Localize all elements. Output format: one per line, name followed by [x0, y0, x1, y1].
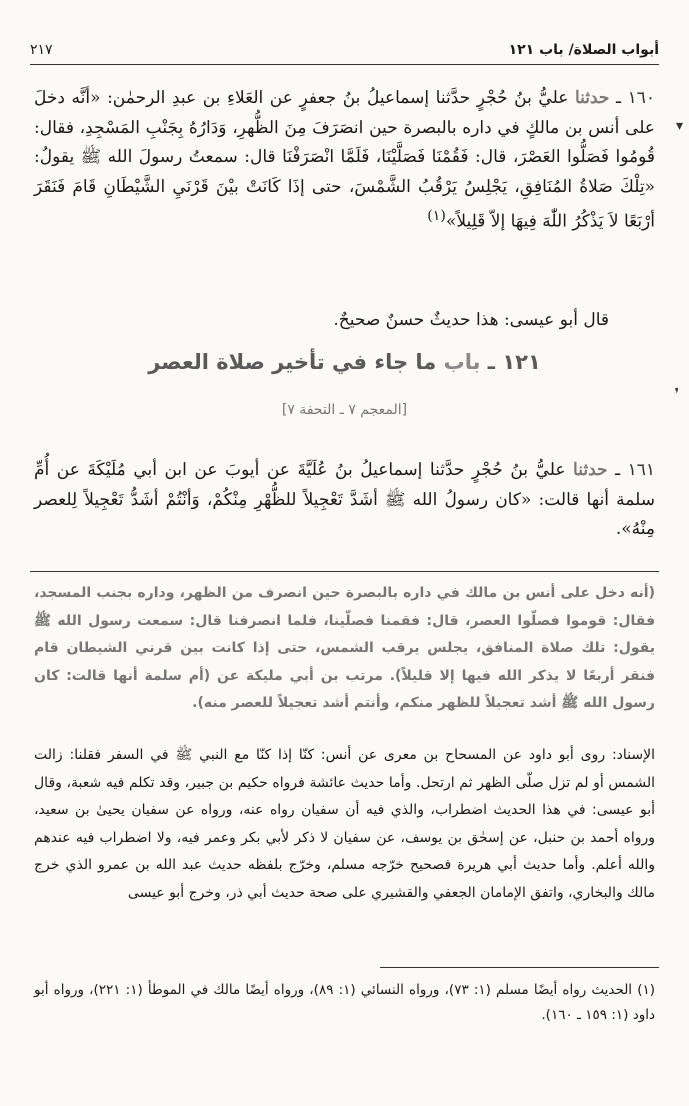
chapter-keyword: باب — [443, 350, 481, 374]
footnote-reference: (١) — [427, 208, 446, 224]
page-number: ٢١٧ — [30, 42, 53, 58]
hadith-text: عليُّ بنُ حُجْرٍ حدَّثنا إسماعيلُ بنُ عُلَيَّةَ عن أيوبَ عن ابن أبي مُلَيْكَةَ عن أُمِّ سلمة أنها قالت: «كان رسولُ الله ﷺ أشَدَّ تَعْجِيلاً للظُّهْرِ مِنْكُمْ، وَأنْتُمْ أشَدُّ تَعْجِيلاً لِلعصر مِنْهُ». — [34, 460, 655, 539]
chapter-reference: [المعجم ٧ ـ التحفة ٧] — [281, 402, 408, 418]
hadith-161: ١٦١ ـ حدثنا عليُّ بنُ حُجْرٍ حدَّثنا إسماعيلُ بنُ عُلَيَّةَ عن أيوبَ عن ابن أبي مُلَيْكَةَ عن أُمِّ سلمة أنها قالت: «كان رسولُ الله ﷺ أشَدَّ تَعْجِيلاً للظُّهْرِ مِنْكُمْ، وَأنْتُمْ أشَدُّ تَعْجِيلاً لِلعصر مِنْهُ». — [34, 460, 656, 539]
commentary-text: (أنه دخل على أنس بن مالك في داره بالبصرة حين انصرف من الظهر، وداره بجنب المسجد، فقال: قوموا فصلّوا العصر، قال: فقمنا فصلّينا، فلما انصرفنا قال: سمعت رسول الله ﷺ يقول: تلك صلاة المنافق، يجلس يرقب الشمس، حتى إذا كانت بين قرني الشيطان قام فنقر أربعًا لا يذكر الله فيها إلا قليلاً). مرتب بن أبي مليكة عن (أم سلمة أنها قالت: كان رسول الله ﷺ أشد تعجيلاً للظهر منكم، وأنتم أشد تعجيلاً للعصر منه). — [34, 585, 655, 711]
margin-mark: ▾ — [675, 118, 683, 134]
commentary-divider — [30, 571, 659, 572]
chapter-title: ما جاء في تأخير صلاة العصر — [148, 350, 437, 374]
chapter-number: ١٢١ — [502, 350, 541, 374]
footnote-text: (١) الحديث رواه أيضًا مسلم (١: ٧٣)، ورواه النسائي (١: ٨٩)، ورواه أيضًا مالك في الموطأ (١: ٢٢١)، ورواه أبو داود (١: ١٥٩ ـ ١٦٠). — [34, 982, 656, 1023]
hadith-number: ١٦٠ — [627, 88, 655, 108]
chapter-heading: ١٢١ ـ باب ما جاء في تأخير صلاة العصر — [148, 350, 541, 374]
hadith-keyword: حدثنا — [574, 88, 610, 108]
hadith-text: عليُّ بنُ حُجْرٍ حدَّثنا إسماعيلُ بنُ جعفرٍ عن العَلاءِ بن عبدِ الرحمٰن: «أنَّه دخلَ على أنس بن مالكٍ في داره بالبصرة حين انصَرَفَ مِنَ الظُّهرِ، وَدَارُهُ بِجَنْبِ المَسْجِدِ، فقال: قُومُوا فَصَلُّوا العَصْرَ، قال: فَقُمْنَا فَصَلَّيْنَا، فَلَمَّا انْصَرَفْنَا قال: سمعتُ رسولَ الله ﷺ يقولُ: «تِلْكَ صَلاةُ المُنَافِقِ، يَجْلِسُ يَرْقُبُ الشَّمْسَ، حتى إذَا كَانَتْ بيْنَ قَرْنَيِ الشَّيْطَانِ قَامَ فَنَقَرَ أرْبَعًا لاَ يَذْكُرُ اللّٰهَ فِيهَا إلاّ قَلِيلاً» — [34, 88, 655, 232]
hadith-number: ١٦١ — [627, 460, 656, 480]
margin-mark: ❜ — [674, 386, 679, 402]
isnad-text: الإسناد: روى أبو داود عن المسحاح بن معرى عن أنس: كنّا إذا كنّا مع النبي ﷺ في السفر فقلنا: زالت الشمس أو لم تزل صلّى الظهر ثم ارتحل. وأما حديث عائشة فرواه حكيم بن جبير، وقد تكلم فيه شعبة، وقال أبو عيسى: في هذا الحديث اضطراب، والذي فيه أن سفيان رواه عنه، ورواه عن سفيان يحيىٰ بن سعيد، ورواه أحمد بن حنبل، عن إسحٰق بن يوسف، عن سفيان لا ذكر لأبي بكر وعمر فيه، ولا اضطراب فيه عندهم والله أعلم. وأما حديث أبي هريرة فصحيح خرّجه مسلم، وخرّج بلفظه حديث عبد الله بن عمرو الذي خرج مالك والبخاري، واتفق الإمامان الجعفي والقشيري على صحة حديث أبي ذر، وخرج أبو عيسى — [34, 747, 655, 901]
running-title: أبواب الصلاة/ باب ١٢١ — [508, 42, 659, 58]
hadith-verdict: قال أبو عيسى: هذا حديثٌ حسنٌ صحيحٌ. — [333, 310, 609, 330]
page-header — [30, 38, 659, 65]
hadith-keyword: حدثنا — [573, 460, 608, 480]
footnote-divider — [380, 967, 659, 968]
hadith-160: ١٦٠ ـ حدثنا عليُّ بنُ حُجْرٍ حدَّثنا إسماعيلُ بنُ جعفرٍ عن العَلاءِ بن عبدِ الرحمٰن: «أنَّه دخلَ على أنس بن مالكٍ في داره بالبصرة حين انصَرَفَ مِنَ الظُّهرِ، وَدَارُهُ بِجَنْبِ المَسْجِدِ، فقال: قُومُوا فَصَلُّوا العَصْرَ، قال: فَقُمْنَا فَصَلَّيْنَا، فَلَمَّا انْصَرَفْنَا قال: سمعتُ رسولَ الله ﷺ يقولُ: «تِلْكَ صَلاةُ المُنَافِقِ، يَجْلِسُ يَرْقُبُ الشَّمْسَ، حتى إذَا كَانَتْ بيْنَ قَرْنَيِ الشَّيْطَانِ قَامَ فَنَقَرَ أرْبَعًا لاَ يَذْكُرُ اللّٰهَ فِيهَا إلاّ قَلِيلاً»$^{(١)}$ — [34, 88, 655, 232]
